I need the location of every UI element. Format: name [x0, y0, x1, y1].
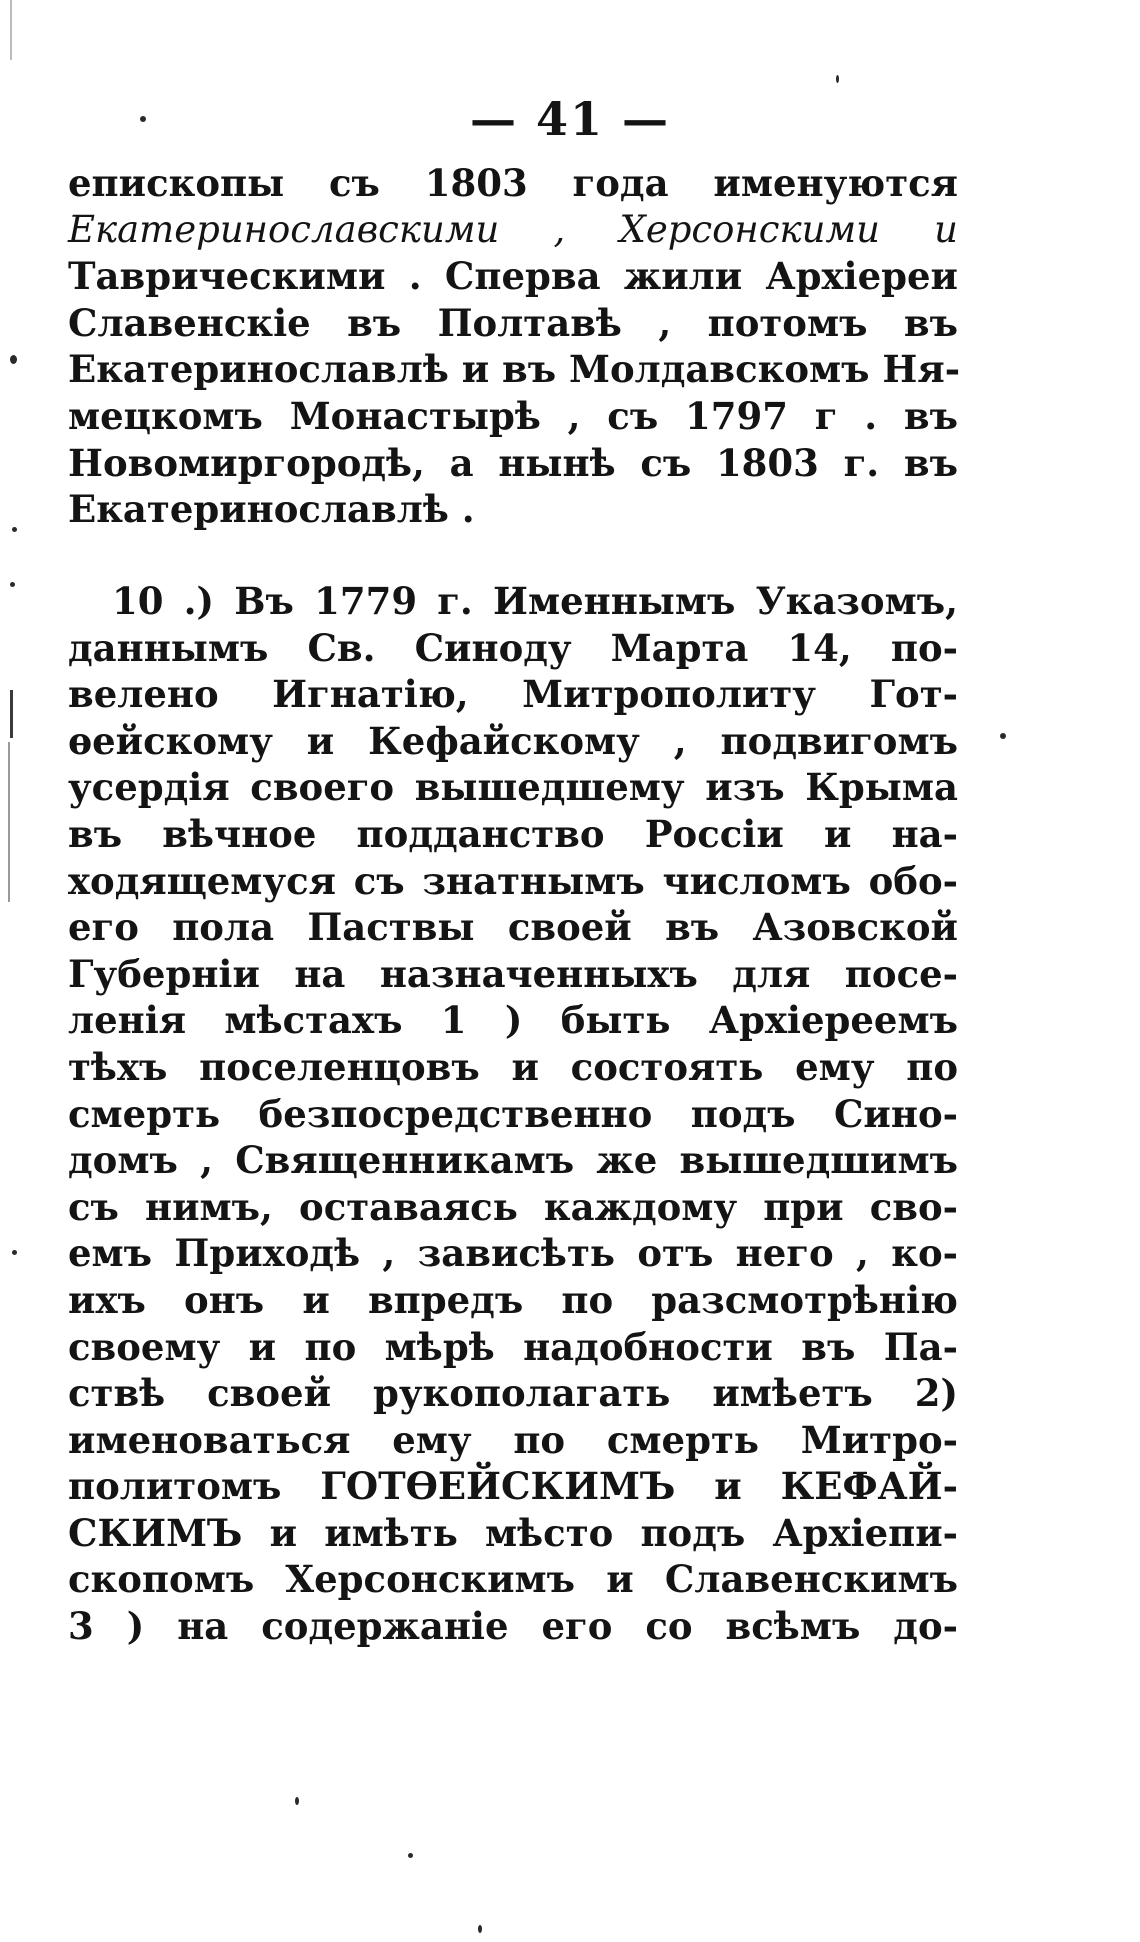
text-line: именоваться ему по смерть Митро-	[68, 1417, 958, 1462]
text-line: тѣхъ поселенцовъ и состоять ему по	[68, 1044, 958, 1089]
text-line: мецкомъ Монастырѣ , съ 1797 г . въ	[68, 393, 958, 438]
scan-speck	[12, 1250, 17, 1255]
text-line: Екатеринославскими , Херсонскими и	[68, 207, 958, 251]
text-line: Екатеринославлѣ .	[68, 487, 475, 532]
text-line: скопомъ Херсонскимъ и Славенскимъ	[68, 1557, 958, 1602]
text-line: смерть безпосредственно подъ Сино-	[68, 1091, 958, 1136]
scan-speck	[295, 1797, 299, 1805]
text-line: Новомиргородѣ, а нынѣ съ 1803 г. въ	[68, 440, 958, 485]
text-line: политомъ ГОТѲЕЙСКИМЪ и КЕФАЙ-	[68, 1464, 958, 1509]
scan-speck	[12, 527, 17, 532]
text-line: 3 ) на содержаніе его со всѣмъ до-	[68, 1604, 958, 1649]
scan-speck	[478, 1925, 482, 1933]
scan-speck	[10, 582, 15, 587]
text-line: ствѣ своей рукополагать имѣетъ 2)	[68, 1371, 958, 1416]
paragraph-2	[68, 578, 958, 1650]
binding-edge-mark	[10, 690, 13, 738]
scan-speck	[140, 116, 146, 122]
text-line: епископы съ 1803 года именуются	[68, 161, 958, 205]
scan-speck	[10, 355, 17, 364]
text-line: домъ , Священникамъ же вышедшимъ	[68, 1138, 958, 1183]
text-line: съ нимъ, оставаясь каждому при сво-	[68, 1184, 958, 1229]
text-line: ихъ онъ и впредъ по разсмотрѣнію	[68, 1277, 958, 1322]
text-line: Екатеринославлѣ и въ Молдавскомъ Ня-	[68, 347, 961, 392]
text-line: усердія своего вышедшему изъ Крыма	[68, 765, 958, 810]
text-line: емъ Приходѣ , зависѣть отъ него , ко-	[68, 1231, 958, 1276]
binding-edge-mark	[10, 0, 12, 60]
text-line: ходящемуся съ знатнымъ числомъ обо-	[68, 858, 958, 903]
text-line: Губерніи на назначенныхъ для посе-	[68, 951, 958, 996]
page-number: — 41 —	[469, 92, 671, 146]
text-line: ленія мѣстахъ 1 ) быть Архіереемъ	[68, 998, 958, 1043]
scan-speck	[1000, 733, 1006, 739]
text-line: даннымъ Св. Синоду Марта 14, по-	[68, 625, 958, 670]
paragraph-1	[68, 160, 961, 533]
text-line: Славенскіе въ Полтавѣ , потомъ въ	[68, 300, 958, 345]
scan-speck	[836, 75, 839, 83]
text-line: 10 .) Въ 1779 г. Именнымъ Указомъ,	[112, 579, 958, 623]
binding-edge-mark	[8, 742, 10, 902]
text-line: Таврическими . Сперва жили Архіереи	[68, 254, 958, 299]
text-line: ѳейскому и Кефайскому , подвигомъ	[68, 718, 958, 763]
text-line: СКИМЪ и имѣть мѣсто подъ Архіепи-	[68, 1510, 958, 1555]
scan-speck	[408, 1853, 413, 1858]
text-line: велено Игнатію, Митрополиту Гот-	[68, 672, 958, 717]
text-line: его пола Паствы своей въ Азовской	[68, 905, 958, 950]
text-line: своему и по мѣрѣ надобности въ Па-	[68, 1324, 958, 1369]
text-line: въ вѣчное подданство Россіи и на-	[68, 811, 958, 856]
